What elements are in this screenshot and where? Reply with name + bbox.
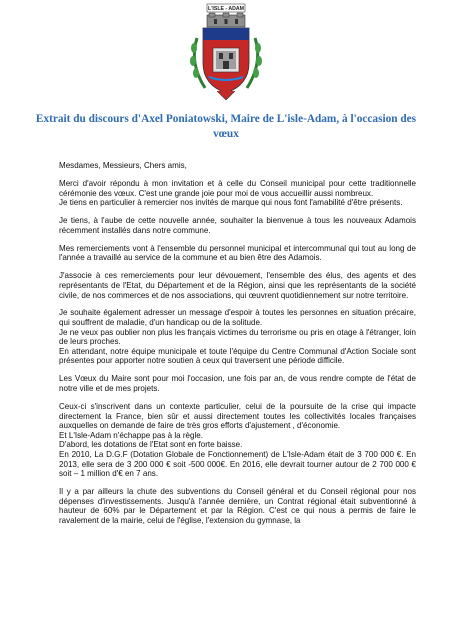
paragraph-line: J'associe à ces remerciements pour leur dévouement, l'ensemble des élus, des agents et des représentants de l'Etat, du Département et de la Région, ainsi que les représentants de la société civile, de nos commerces et de nos associations, qui œuvrent quotidiennement sur notre territoire. [59,271,416,300]
paragraph [59,487,416,525]
paragraph-line: Je souhaite également adresser un message d'espoir à toutes les personnes en situation précaire, qui souffrent de maladie, d'un handicap ou de la solitude. [59,308,416,328]
paragraph [59,179,416,208]
paragraph-line: En attendant, notre équipe municipale et toute l'équipe du Centre Communal d'Action Sociale sont présentes pour apporter notre soutien à ceux qui traversent une période difficile. [59,346,416,366]
paragraph [59,244,416,263]
paragraph-line: En 2010, La D.G.F (Dotation Globale de Fonctionnement) de L'Isle-Adam était de 3 700 000 €. En 2013, elle sera de 3 200 000 € soit -500 000€. En 2016, elle devrait tourner autour de 2 700 000 € soit – 1 million d'€ en 7 ans. [59,449,416,479]
paragraph [59,402,416,479]
paragraph [59,308,416,366]
paragraph-line: Il y a par ailleurs la chute des subventions du Conseil général et du Conseil régional pour nos dépenses d'investissements. Jusqu'à l'année dernière, un Contrat régional était subventionné à hauteur de 60% par le Département et par la Région. C'est ce qui nous a permis de faire le ravalement de la mairie, celui de l'église, l'extension du gymnase, la [59,487,416,525]
paragraph [59,216,416,235]
paragraph [59,374,416,393]
paragraph-line: Et L'Isle-Adam n'échappe pas à la règle. [59,430,203,440]
paragraph-line: Les Vœux du Maire sont pour moi l'occasion, une fois par an, de vous rendre compte de l'état de notre ville et de mes projets. [59,374,416,394]
town-crest [187,3,265,103]
paragraph-line: D'abord, les dotations de l'Etat sont en forte baisse. [59,440,243,450]
paragraph-line: Ceux-ci s'inscrivent dans un contexte particulier, celui de la poursuite de la crise qui impacte directement la France, bien sûr et aussi directement toutes les collectivités locales françaises auxquelles on demande de faire de très gros efforts d'ajustement , d'économie. [59,402,416,431]
paragraph-line: Je tiens en particulier à remercier nos invités de marque qui nous font l'amabilité d'être présents. [59,198,403,208]
paragraph-line: Mesdames, Messieurs, Chers amis, [59,161,187,170]
paragraph [59,271,416,300]
paragraph [59,161,416,171]
paragraph-line: Je tiens, à l'aube de cette nouvelle année, souhaiter la bienvenue à tous les nouveaux Adamois récemment installés dans notre commune. [59,216,416,235]
crest-town-label: L'ISLE - ADAM [208,6,244,13]
document-body [59,161,416,534]
paragraph-line: Je ne veux pas oublier non plus les français victimes du terrorisme ou pris en otage à l'étranger, loin de leurs proches. [59,327,416,347]
document-title: Extrait du discours d'Axel Poniatowski, Maire de L'isle-Adam, à l'occasion des vœux [35,113,417,140]
paragraph-line: Mes remerciements vont à l'ensemble du personnel municipal et intercommunal qui tout au long de l'année a travaillé au service de la commune et au bien être des Adamois. [59,243,416,263]
paragraph-line: Merci d'avoir répondu à mon invitation et à celle du Conseil municipal pour cette traditionnelle cérémonie des vœux. C'est une grande joie pour moi de vous accueillir aussi nombreux. [59,178,416,198]
